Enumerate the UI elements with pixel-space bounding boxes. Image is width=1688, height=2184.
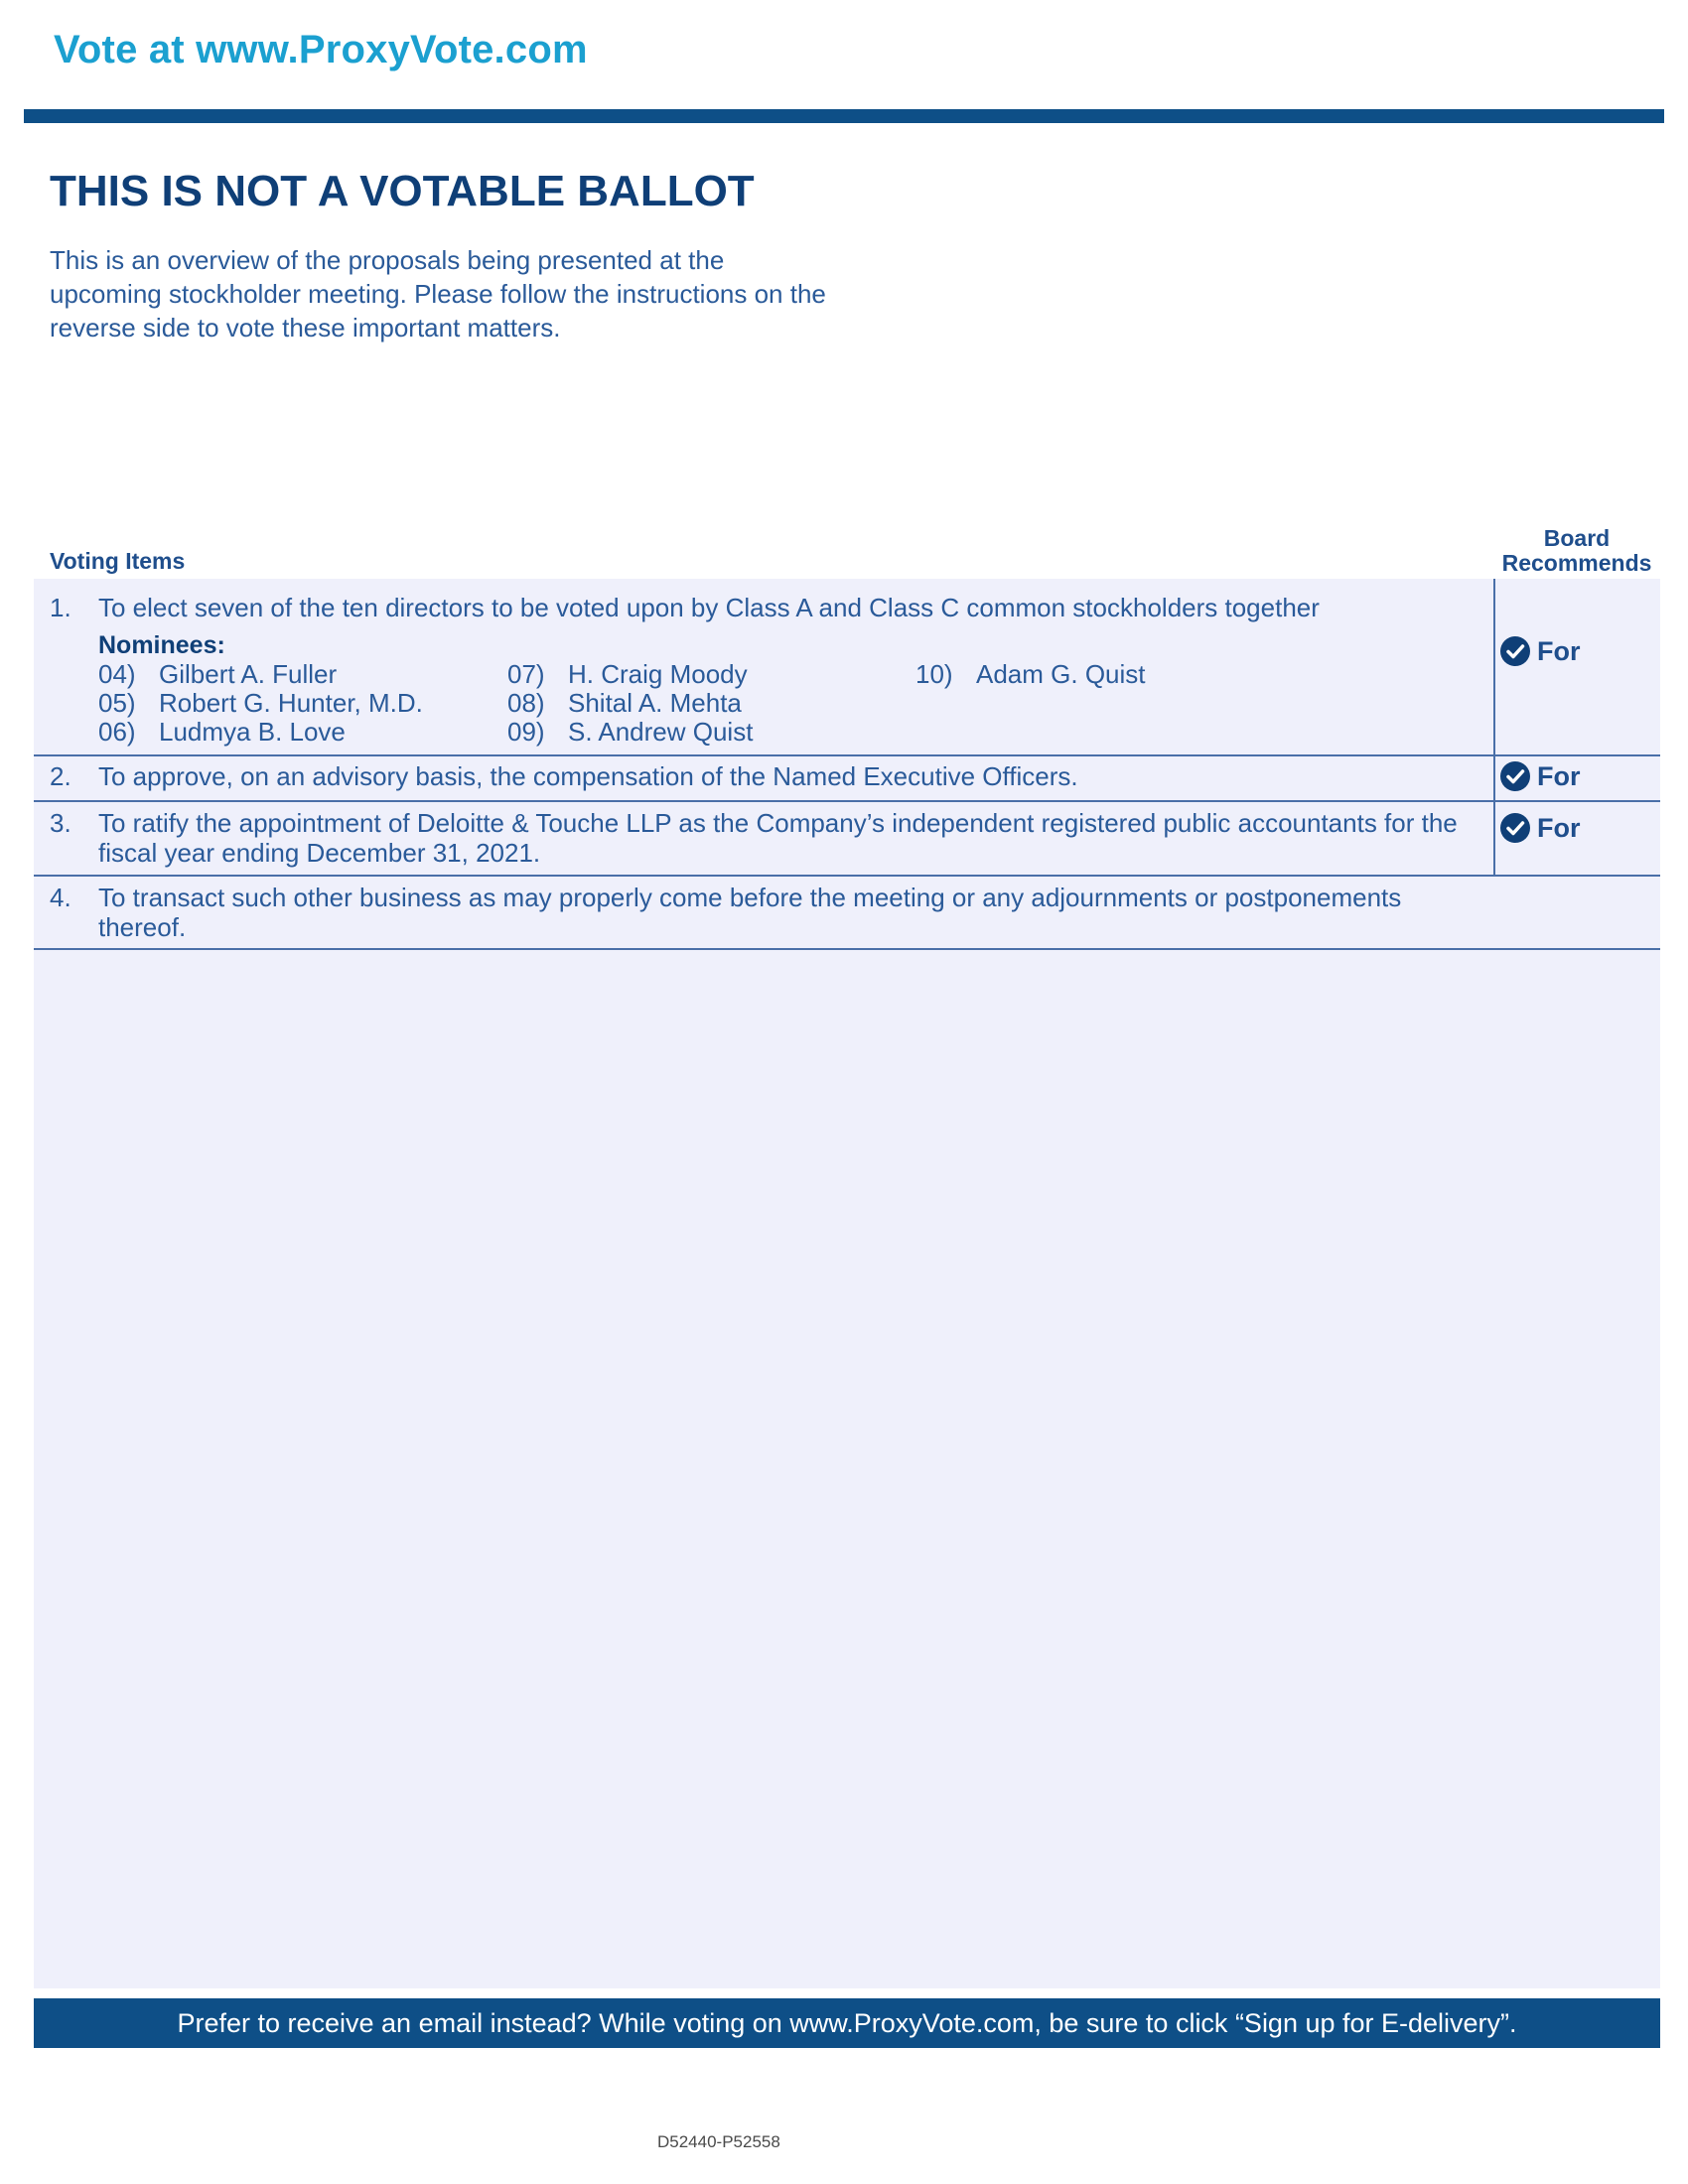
nominee-entry: 10) Adam G. Quist <box>915 659 1146 689</box>
item-text: To ratify the appointment of Deloitte & Touche LLP as the Company’s independent registered public accountants for the fiscal year ending December 31, 2021. <box>98 808 1458 868</box>
nominees-label: Nominees: <box>98 631 225 659</box>
nominee-entry: 04) Gilbert A. Fuller <box>98 659 338 689</box>
board-recommendation: For <box>1499 635 1581 667</box>
item-text: To transact such other business as may properly come before the meeting or any adjournments or postponements thereof. <box>98 883 1402 942</box>
row-divider <box>34 875 1660 877</box>
check-circle-icon <box>1499 635 1531 667</box>
page-title: THIS IS NOT A VOTABLE BALLOT <box>50 167 755 215</box>
item-number: 3. <box>50 808 71 838</box>
item-number: 4. <box>50 883 71 912</box>
item-number: 1. <box>50 593 71 622</box>
nominee-entry: 09) S. Andrew Quist <box>507 717 754 747</box>
recommendation-column-divider <box>1493 579 1495 877</box>
intro-paragraph: This is an overview of the proposals being presented at the upcoming stockholder meeting. Please follow the instructions on the reverse side to vote these important matters. <box>50 245 826 342</box>
item-text: To elect seven of the ten directors to be voted upon by Class A and Class C common stockholders together <box>98 593 1320 622</box>
board-recommendation: For <box>1499 812 1581 844</box>
nominee-entry: 06) Ludmya B. Love <box>98 717 346 747</box>
row-divider <box>34 754 1660 756</box>
row-divider <box>34 948 1660 950</box>
check-circle-icon <box>1499 812 1531 844</box>
item-text: To approve, on an advisory basis, the compensation of the Named Executive Officers. <box>98 761 1078 791</box>
edelivery-banner: Prefer to receive an email instead? While voting on www.ProxyVote.com, be sure to click “Sign up for E-delivery”. <box>34 1998 1660 2048</box>
nominee-entry: 07) H. Craig Moody <box>507 659 748 689</box>
voting-items-header: Voting Items <box>50 548 186 574</box>
nominee-entry: 05) Robert G. Hunter, M.D. <box>98 688 423 718</box>
row-divider <box>34 800 1660 802</box>
board-recommendation: For <box>1499 760 1581 792</box>
check-circle-icon <box>1499 760 1531 792</box>
vote-url-heading: Vote at www.ProxyVote.com <box>54 28 588 71</box>
document-code: D52440-P52558 <box>657 2132 780 2151</box>
header-divider <box>24 109 1664 123</box>
item-number: 2. <box>50 761 71 791</box>
nominee-entry: 08) Shital A. Mehta <box>507 688 742 718</box>
board-recommends-header: Board Recommends <box>1501 525 1652 576</box>
